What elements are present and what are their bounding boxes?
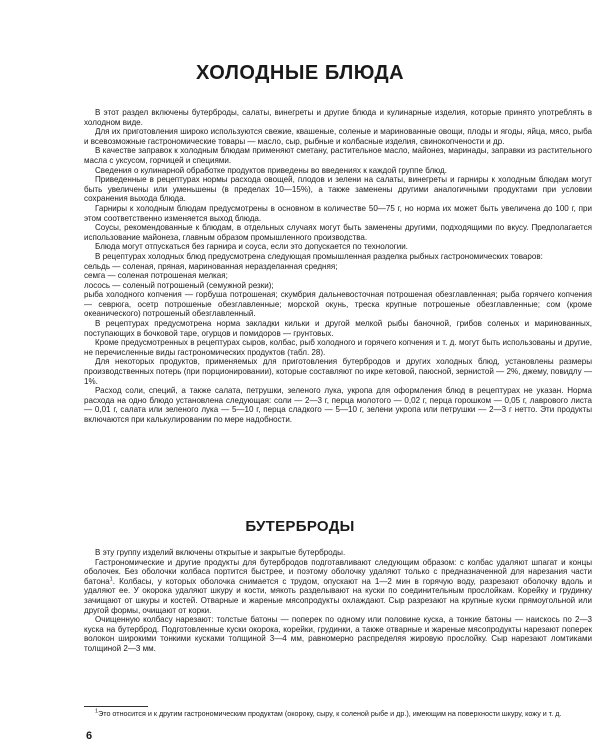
footnote-body: Это относится и к другим гастрономическим продуктам (окороку, сыру, к соленой рыбе и др.), имеющим на поверхности шкуру, кожу и т. д. <box>98 709 562 718</box>
page-title: ХОЛОДНЫЕ БЛЮДА <box>195 62 405 84</box>
paragraph: Гарниры к холодным блюдам предусмотрены в основном в количестве 50—75 г, но норма их может быть увеличена до 100 г, при этом соответственно изменяется выход блюда. <box>84 203 592 223</box>
footnote-divider <box>84 706 148 707</box>
list-item: рыба холодного копчения — горбуша потрошеная; скумбрия дальневосточная потрошеная обезглавленная; рыба горячего копчения — севрюга, осетр потрошеные обезглавленные; морской окунь, треска крупные потрошеные обезглавленные; сом (кроме океанического) потрошеный обезглавленный. <box>84 290 592 319</box>
paragraph: Очищенную колбасу нарезают: толстые батоны — поперек по одному или половине куска, а тонкие батоны — наискось по 2—3 куска на бутерброд. Подготовленные куски окорока, корейки, грудинки, а также отварные и жареные мясопродукты нарезают поперек волокон широкими тонкими кусками толщиной 3—4 мм, равномерно распределяя жировую прослойку. Сыр нарезают ломтиками толщиной 2—3 мм. <box>84 615 592 653</box>
paragraph: Приведенные в рецептурах нормы расхода овощей, плодов и зелени на салаты, винегреты и гарниры к холодным блюдам могут быть увеличены или уменьшены (в пределах 10—15%), а также заменены другими аналогичными продуктами при условии сохранения выхода блюда. <box>84 175 592 204</box>
list-item: сельдь — соленая, пряная, маринованная неразделанная средняя; <box>84 261 338 271</box>
footnote <box>84 710 592 719</box>
footnote-marker: 1 <box>95 708 99 715</box>
paragraph-text: Гастрономические и другие продукты для бутербродов подготавливают следующим образом: с колбас удаляют шпагат и концы оболочек. Без оболочки колбаса портится быстрее, и поэтому оболочку удаляют только с предназначенной для нарезания части батона <box>84 557 592 586</box>
list-item: семга — соленая потрошеная мелкая; <box>84 271 228 281</box>
paragraph: Сведения о кулинарной обработке продуктов приведены во введениях к каждой группе блюд. <box>95 165 447 175</box>
paragraph: В качестве заправок к холодным блюдам применяют сметану, растительное масло, майонез, маринады, заправки из растительного масла с уксусом, горчицей и специями. <box>84 146 592 165</box>
footnote-reference[interactable]: 1 <box>109 576 113 583</box>
paragraph: Соусы, рекомендованные к блюдам, в отдельных случаях могут быть заменены другими, подходящими по вкусу. Предполагается использование майонеза, главным образом промышленного производства. <box>84 223 592 242</box>
paragraph: Для их приготовления широко используются свежие, квашеные, соленые и маринованные овощи, плоды и ягоды, яйца, мясо, рыба и всевозможные гастрономические товары — масло, сыр, рыбные и колбасные изделия, свинокопчености и др. <box>84 127 592 146</box>
page-number: 6 <box>86 730 93 742</box>
paragraph: Кроме предусмотренных в рецептурах сыров, колбас, рыб холодного и горячего копчения и т. д. могут быть использованы и другие, не перечисленные виды гастрономических продуктов (табл. 28). <box>84 338 592 357</box>
paragraph-text: . Колбасы, у которых оболочка снимается с трудом, опускают на 1—2 мин в горячую воду, разрезают оболочку вдоль и удаляют ее. У окорока удаляют шкуру и кости, мякоть разделывают на куски по соединительным прослойкам. Корейку и грудинку зачищают от шкуры и костей. Отварные и жареные мясопродукты охлаждают. Сыр разрезают на крупные куски прямоугольной или другой формы, очищают от корки. <box>84 576 592 615</box>
paragraph: В рецептурах предусмотрена норма закладки кильки и другой мелкой рыбы баночной, грибов соленых и маринованных, поступающих в бочковой таре, огурцов и помидоров — грунтовых. <box>84 319 592 338</box>
sandwich-section <box>84 548 592 654</box>
paragraph <box>84 558 592 616</box>
footnote-text <box>84 710 592 719</box>
section-heading: БУТЕРБРОДЫ <box>245 518 355 535</box>
paragraph: Для некоторых продуктов, применяемых для приготовления бутербродов и других холодных блюд, установлены размеры производственных потерь (при порционировании), которые составляют по икре кетовой, паюсной, зернистой — 2%, джему, повидлу — 1%. <box>84 357 592 386</box>
paragraph: В этот раздел включены бутерброды, салаты, винегреты и другие блюда и кулинарные изделия, которые принято употреблять в холодном виде. <box>84 108 592 127</box>
paragraph: Расход соли, специй, а также салата, петрушки, зеленого лука, укропа для оформления блюд в рецептурах не указан. Норма расхода на одно блюдо установлена следующая: соли — 2—3 г, перца молотого — 0,02 г, перца горошком — 0,05 г, лаврового листа — 0,01 г, салата или зеленого лука — 5—10 г, перца сладкого — 5—10 г, зелени укропа или петрушки — 2—3 г нетто. Эти продукты включаются при калькулировании по мере надобности. <box>84 386 592 424</box>
intro-section <box>84 108 592 425</box>
paragraph: Блюда могут отпускаться без гарнира и соуса, если это допускается по технологии. <box>95 242 408 252</box>
paragraph: В эту группу изделий включены открытые и закрытые бутерброды. <box>95 548 346 557</box>
list-item: лосось — соленый потрошеный (семужной резки); <box>84 280 274 290</box>
paragraph: В рецептурах холодных блюд предусмотрена следующая промышленная разделка рыбных гастрономических товаров: <box>95 251 543 261</box>
